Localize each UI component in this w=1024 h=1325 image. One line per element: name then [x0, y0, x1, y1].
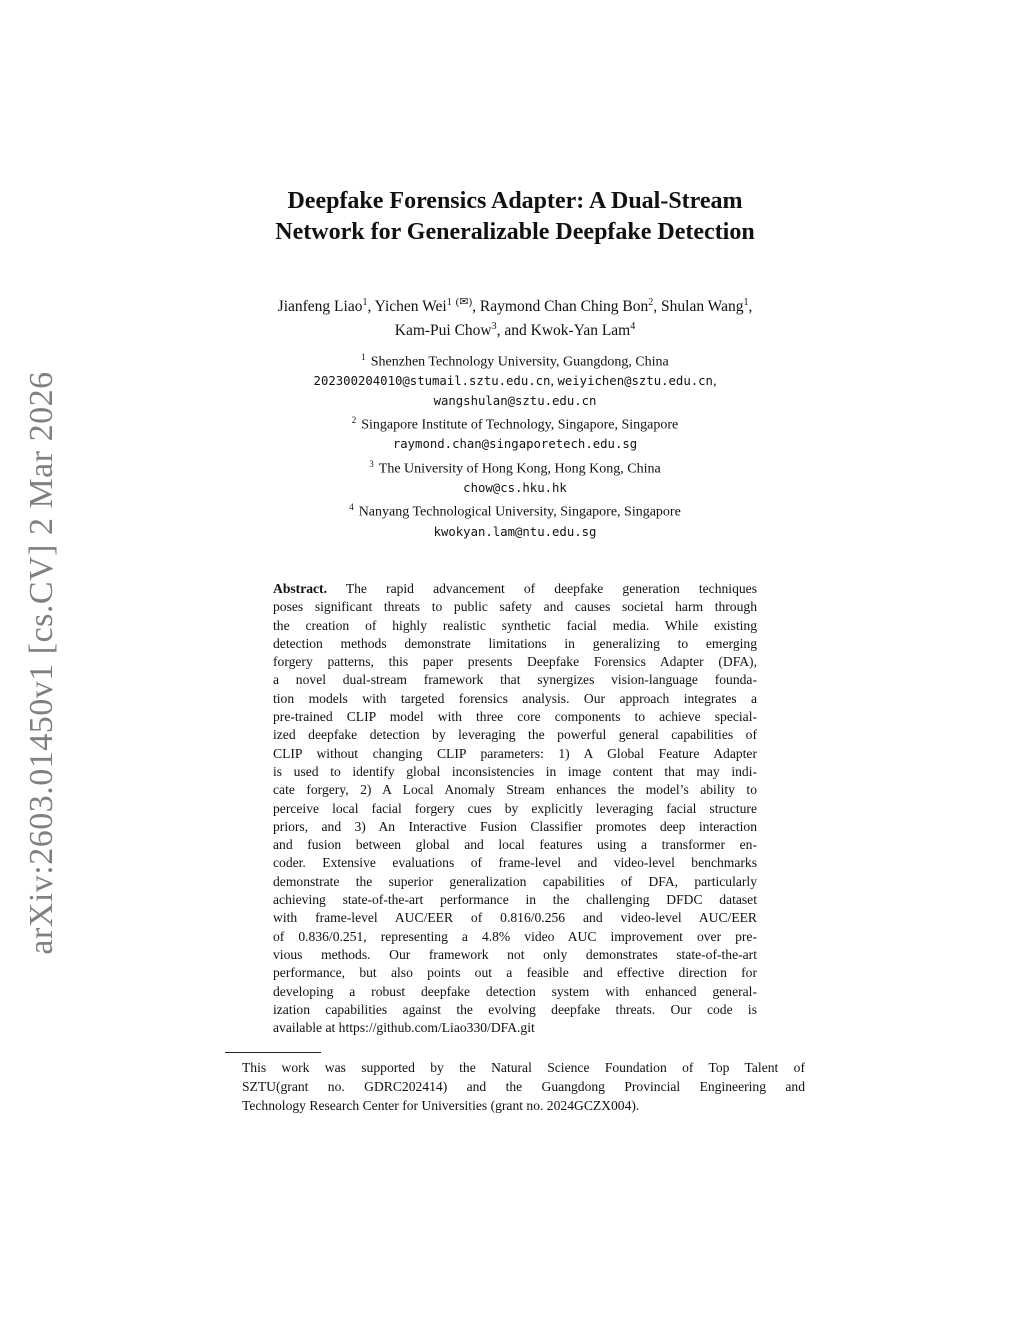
- abstract-line: demonstrate the superior generalization capabilities of DFA, particularly: [273, 873, 757, 889]
- title-line-1: Deepfake Forensics Adapter: A Dual-Stream: [287, 188, 743, 214]
- abstract-line: forgery patterns, this paper presents Deepfake Forensics Adapter (DFA),: [273, 654, 757, 670]
- footnote-divider: [225, 1052, 321, 1053]
- arxiv-identifier-stamp: arXiv:2603.01450v1 [cs.CV] 2 Mar 2026: [23, 371, 60, 955]
- author-affil-mark: 4: [630, 321, 636, 333]
- author-line-1: Jianfeng Liao$^1$, Yichen Wei$^1$ (✉), Raymond Chan Ching Bon$^2$, Shulan Wang$^1$,: [277, 296, 753, 316]
- abstract-line: performance, but also points out a feasible and effective direction for: [273, 965, 757, 981]
- author-name: Kam-Pui Chow: [394, 322, 492, 340]
- abstract-line: priors, and 3) An Interactive Fusion Classifier promotes deep interaction: [273, 818, 757, 834]
- abstract-line: perceive local facial forgery cues by explicitly leveraging facial structure: [273, 800, 757, 816]
- abstract-line: of 0.836/0.251, representing a 4.8% video AUC improvement over pre-: [273, 928, 757, 944]
- affiliation-2: $^2$ Singapore Institute of Technology, Singapore, Singapore: [351, 415, 679, 433]
- abstract-line: pre-trained CLIP model with three core components to achieve special-: [273, 709, 757, 725]
- paper-title: [150, 186, 880, 248]
- abstract-line-code-link[interactable]: available at https://github.com/Liao330/DFA.git: [273, 1020, 535, 1036]
- title-line-2: Network for Generalizable Deepfake Detection: [275, 219, 755, 245]
- author-affil-mark: 3: [491, 321, 497, 333]
- email-link[interactable]: raymond.chan@singaporetech.edu.sg: [392, 437, 638, 452]
- abstract-line: poses significant threats to public safety and causes societal harm through: [273, 599, 757, 615]
- affiliation-4: $^4$ Nanyang Technological University, Singapore, Singapore: [349, 502, 681, 521]
- funding-footnote: [242, 1058, 805, 1116]
- abstract-line: Abstract. The rapid advancement of deepfake generation techniques: [273, 581, 757, 596]
- abstract-line: ized deepfake detection by leveraging the powerful general capabilities of: [273, 727, 757, 743]
- abstract-line: with frame-level AUC/EER of 0.816/0.256 and video-level AUC/EER: [273, 910, 757, 926]
- footnote-line: This work was supported by the Natural Science Foundation of Top Talent of: [242, 1060, 805, 1075]
- abstract-line: vious methods. Our framework not only demonstrates state-of-the-art: [273, 946, 757, 962]
- author-name: Raymond Chan Ching Bon: [479, 298, 649, 316]
- abstract-line: developing a robust deepfake detection system with enhanced general-: [273, 983, 757, 999]
- abstract-line: CLIP without changing CLIP parameters: 1) A Global Feature Adapter: [273, 745, 757, 761]
- abstract-line: detection methods demonstrate limitations in generalizing to emerging: [273, 635, 757, 651]
- email-link[interactable]: weiyichen@sztu.edu.cn: [557, 374, 713, 389]
- email-link[interactable]: 202300204010@stumail.sztu.edu.cn: [313, 374, 551, 389]
- footnote-line: SZTU(grant no. GDRC202414) and the Guangdong Provincial Engineering and: [242, 1079, 805, 1095]
- author-list: [150, 292, 880, 341]
- abstract-line: cate forgery, 2) A Local Anomaly Stream enhances the model’s ability to: [273, 782, 757, 798]
- affiliation-2-email: [150, 435, 880, 455]
- abstract-line: the creation of highly realistic synthetic facial media. While existing: [273, 617, 757, 633]
- abstract-line: ization capabilities against the evolving deepfake threats. Our code is: [273, 1001, 757, 1017]
- footnote-line: Technology Research Center for Universities (grant no. 2024GCZX004).: [242, 1098, 640, 1114]
- author-affil-mark: 1: [446, 297, 452, 308]
- author-affil-mark: 1: [743, 297, 749, 308]
- mail-icon: (✉): [455, 296, 473, 308]
- author-affil-mark: 2: [648, 297, 654, 308]
- author-conjunction: and: [504, 322, 527, 340]
- abstract-line: coder. Extensive evaluations of frame-level and video-level benchmarks: [273, 855, 757, 871]
- affiliation-list: [150, 348, 880, 542]
- affiliation-1: $^1$ Shenzhen Technology University, Guangdong, China: [361, 352, 669, 370]
- author-name: Shulan Wang: [661, 298, 744, 316]
- affiliation-1-emails: 202300204010@stumail.sztu.edu.cn, weiyichen@sztu.edu.cn,: [313, 374, 717, 390]
- abstract-line: a novel dual-stream framework that synergizes vision-language founda-: [273, 672, 757, 688]
- author-affil-mark: 1: [362, 297, 368, 308]
- affiliation-3: $^3$ The University of Hong Kong, Hong Kong, China: [369, 458, 661, 477]
- abstract-line: is used to identify global inconsistencies in image content that may indi-: [273, 763, 757, 779]
- abstract-line: tion models with targeted forensics analysis. Our approach integrates a: [273, 690, 757, 706]
- author-name: Jianfeng Liao: [277, 298, 363, 316]
- affiliation-3-email: [150, 479, 880, 499]
- abstract: [273, 580, 757, 1037]
- author-line-2: Kam-Pui Chow$^3$, and Kwok-Yan Lam$^4$: [394, 321, 636, 340]
- abstract-label: Abstract.: [273, 581, 327, 596]
- abstract-line: and fusion between global and local features using a transformer en-: [273, 837, 757, 853]
- email-link[interactable]: kwokyan.lam@ntu.edu.sg: [433, 524, 597, 539]
- email-link[interactable]: chow@cs.hku.hk: [463, 480, 567, 495]
- email-link[interactable]: wangshulan@sztu.edu.cn: [433, 393, 597, 408]
- author-name: Kwok-Yan Lam: [530, 322, 631, 340]
- abstract-line: achieving state-of-the-art performance in the challenging DFDC dataset: [273, 892, 757, 908]
- affiliation-4-email: [150, 523, 880, 543]
- author-name: Yichen Wei: [374, 298, 447, 316]
- affiliation-1-emails-cont: [150, 392, 880, 412]
